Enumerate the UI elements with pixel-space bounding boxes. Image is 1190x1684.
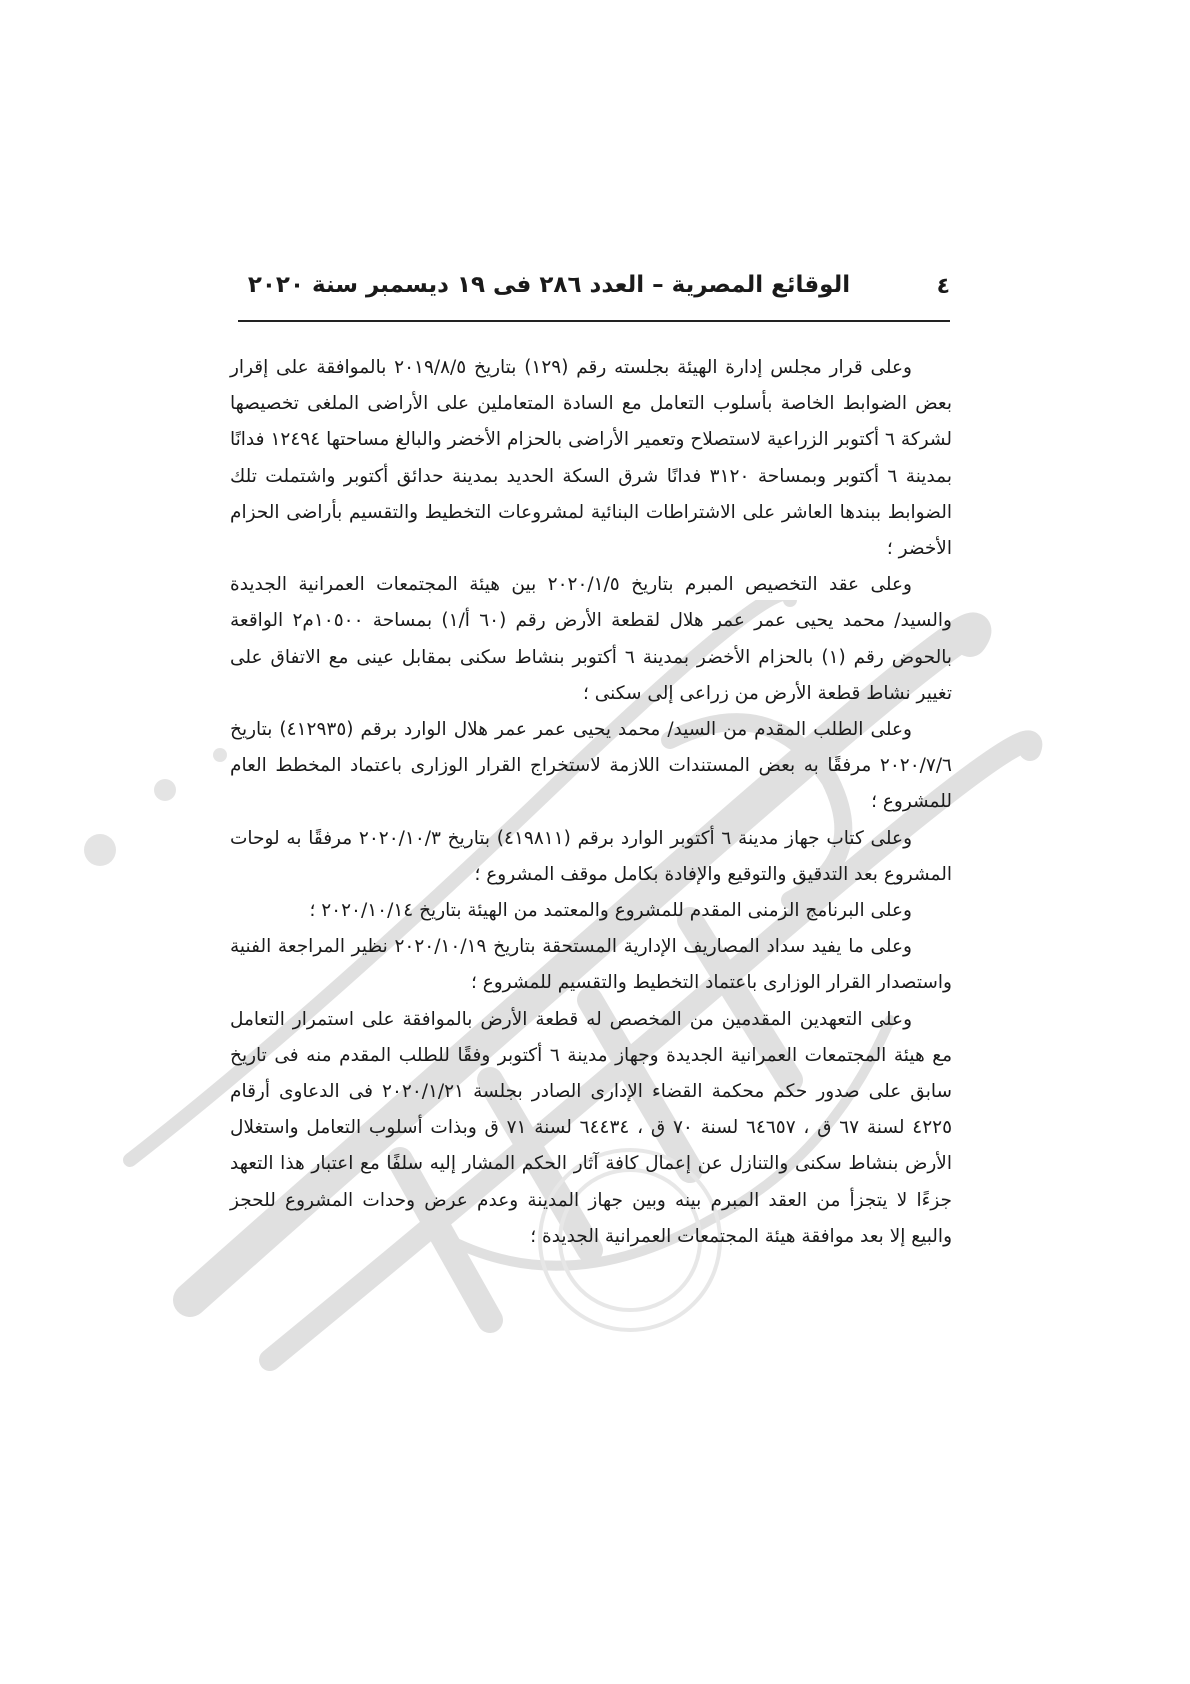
paragraph: وعلى كتاب جهاز مدينة ٦ أكتوبر الوارد برقم (٤١٩٨١١) بتاريخ ٢٠٢٠/١٠/٣ مرفقًا به لوحات المشروع بعد التدقيق والتوقيع والإفادة بكامل موقف المشروع ؛ xyxy=(230,827,952,885)
gazette-running-title: الوقائع المصرية – العدد ٢٨٦ فى ١٩ ديسمبر سنة ٢٠٢٠ xyxy=(247,272,851,298)
page-header xyxy=(238,270,950,322)
paragraph: وعلى التعهدين المقدمين من المخصص له قطعة الأرض بالموافقة على استمرار التعامل مع هيئة المجتمعات العمرانية الجديدة وجهاز مدينة ٦ أكتوبر وفقًا للطلب المقدم منه فى تاريخ سابق على صدور حكم محكمة القضاء الإدارى الصادر بجلسة ٢٠٢٠/١/٢١ فى الدعاوى أرقام ٤٢٢٥ لسنة ٦٧ ق ، ٦٤٦٥٧ لسنة ٧٠ ق ، ٦٤٤٣٤ لسنة ٧١ ق وبذات أسلوب التعامل واستغلال الأرض بنشاط سكنى والتنازل عن إعمال كافة آثار الحكم المشار إليه سلفًا مع اعتبار هذا التعهد جزءًا لا يتجزأ من العقد المبرم بينه وبين جهاز المدينة وعدم عرض وحدات المشروع للحجز والبيع إلا بعد موافقة هيئة المجتمعات العمرانية الجديدة ؛ xyxy=(230,1008,953,1247)
paragraph: وعلى البرنامج الزمنى المقدم للمشروع والمعتمد من الهيئة بتاريخ ٢٠٢٠/١٠/١٤ ؛ xyxy=(309,900,912,922)
paragraph: وعلى ما يفيد سداد المصاريف الإدارية المستحقة بتاريخ ٢٠٢٠/١٠/١٩ نظير المراجعة الفنية واستصدار القرار الوزارى باعتماد التخطيط والتقسيم للمشروع ؛ xyxy=(230,936,952,994)
decree-body xyxy=(230,350,952,1255)
page-number: ٤ xyxy=(936,274,950,299)
paragraph: وعلى عقد التخصيص المبرم بتاريخ ٢٠٢٠/١/٥ بين هيئة المجتمعات العمرانية الجديدة والسيد/ محمد يحيى عمر عمر هلال لقطعة الأرض رقم (٦٠ أ/١) بمساحة ١٠٥٠٠م٢ الواقعة بالحوض رقم (١) بالحزام الأخضر بمدينة ٦ أكتوبر بنشاط سكنى بمقابل عينى مع الاتفاق على تغيير نشاط قطعة الأرض من زراعى إلى سكنى ؛ xyxy=(230,574,953,704)
paragraph: وعلى قرار مجلس إدارة الهيئة بجلسته رقم (١٢٩) بتاريخ ٢٠١٩/٨/٥ بالموافقة على إقرار بعض الضوابط الخاصة بأسلوب التعامل مع السادة المتعاملين على الأراضى الملغى تخصيصها لشركة ٦ أكتوبر الزراعية لاستصلاح وتعمير الأراضى بالحزام الأخضر والبالغ مساحتها ١٢٤٩٤ فدانًا بمدينة ٦ أكتوبر وبمساحة ٣١٢٠ فدانًا شرق السكة الحديد بمدينة حدائق أكتوبر واشتملت تلك الضوابط ببندها العاشر على الاشتراطات البنائية لمشروعات التخطيط والتقسيم بأراضى الحزام الأخضر ؛ xyxy=(230,357,952,560)
paragraph: وعلى الطلب المقدم من السيد/ محمد يحيى عمر عمر هلال الوارد برقم (٤١٢٩٣٥) بتاريخ ٢٠٢٠/٧/٦ مرفقًا به بعض المستندات اللازمة لاستخراج القرار الوزارى باعتماد المخطط العام للمشروع ؛ xyxy=(230,719,952,813)
